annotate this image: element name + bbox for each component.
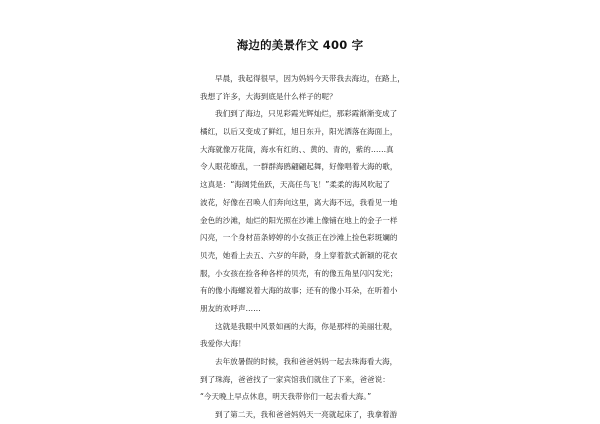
essay-line: 大海就像万花筒，海水有红的、、黄的、青的，紫的……真 bbox=[200, 144, 394, 154]
essay-line: 朋友的欢呼声…… bbox=[200, 303, 261, 313]
essay-line: 服，小女孩在捡各种各样的贝壳，有的像五角星闪闪发光； bbox=[200, 268, 398, 278]
essay-line: 令人眼花缭乱，一群群海鸥翩翩起舞，好像唱着大海的歌， bbox=[200, 162, 398, 172]
essay-line: 这真是：“海阔凭鱼跃，天高任鸟飞！”柔柔的海风吹起了 bbox=[200, 180, 391, 190]
essay-line: 到了第二天，我和爸爸妈妈天一亮就起床了，我拿着游 bbox=[215, 410, 398, 420]
essay-line: 有的像小海螺说着大海的故事；还有的像小耳朵，在听着小 bbox=[200, 286, 398, 296]
essay-line: 我爱你大海！ bbox=[200, 339, 246, 349]
essay-line: 闪亮，一个身材苗条婷婷的小女孩正在沙滩上捡色彩斑斓的 bbox=[200, 233, 398, 243]
essay-line: 橘红，以后又变成了鲜红，旭日东升，阳光洒落在海面上， bbox=[200, 127, 398, 137]
essay-line: 到了珠海，爸爸找了一家宾馆我们就住了下来，爸爸说： bbox=[200, 374, 390, 384]
essay-body bbox=[200, 70, 405, 424]
essay-line: 我想了许多，大海到底是什么样子的呢？ bbox=[200, 91, 337, 101]
essay-line: 这就是我眼中风景如画的大海，你是那样的美丽壮观， bbox=[215, 321, 398, 331]
essay-line: 金色的沙滩，灿烂的阳光照在沙滩上像铺在地上的金子一样 bbox=[200, 215, 398, 225]
essay-line: 波花，好像在召唤人们奔向这里，离大海不远，我看见一地 bbox=[200, 197, 398, 207]
document-title: 海边的美景作文 400 字 bbox=[236, 38, 364, 52]
essay-line: 我们到了海边，只见彩霞光辉灿烂，那彩霞渐渐变成了 bbox=[215, 109, 398, 119]
essay-line: “今天晚上早点休息，明天我带你们一起去看大海。” bbox=[200, 392, 372, 402]
essay-line: 贝壳，她看上去五、六岁的年龄，身上穿着款式新颖的花衣 bbox=[200, 250, 398, 260]
essay-line: 去年放暑假的时候，我和爸爸妈妈一起去珠海看大海， bbox=[215, 357, 398, 366]
essay-line: 早晨，我起得很早，因为妈妈今天带我去海边，在路上， bbox=[215, 74, 405, 83]
